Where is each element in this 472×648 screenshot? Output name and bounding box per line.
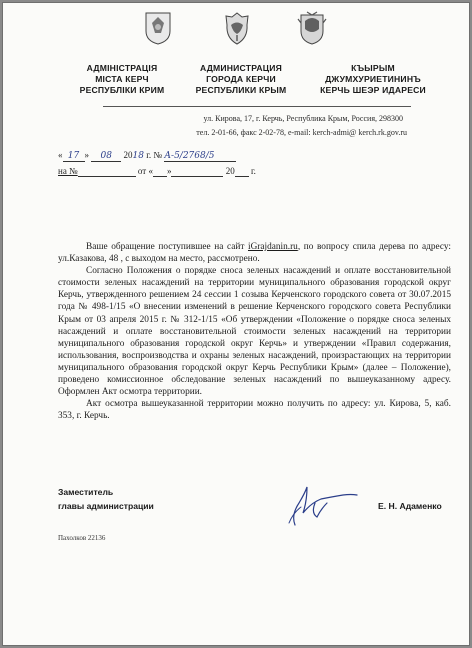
signer-title-2: главы администрации [58, 501, 154, 511]
reg-year2-prefix: 20 [225, 166, 235, 176]
letter-body [58, 241, 451, 422]
paragraph-request: Ваше обращение поступившее на сайт iGrajdanin.ru, по вопросу спила дерева по адресу: ул.Казакова, 48 , с выходом на место, рассмотрено. [58, 242, 451, 265]
reg-year2-suffix: г. [250, 166, 256, 176]
kerch-city-emblem [143, 11, 173, 45]
header-crimean-tatar [303, 63, 443, 96]
header-right-line-2: ДЖУМХУРИЕТИНИНЪ [325, 74, 421, 84]
outgoing-registration: « 17 » 08 2018 г. № А-5/2768/5 [58, 150, 236, 162]
header-left-line-1: АДМІНІСТРАЦІЯ [86, 63, 158, 73]
address-line-2: тел. 2-01-66, факс 2-02-78, e-mail: kerch-admi@ kerch.rk.gov.ru [196, 128, 407, 137]
header-center-line-2: ГОРОДА КЕРЧИ [206, 74, 276, 84]
site-link[interactable]: iGrajdanin.ru [247, 242, 298, 252]
address-line-1: ул. Кирова, 17, г. Керчь, Республика Крым, Россия, 298300 [203, 114, 403, 123]
reg-year-suffix: 18 [132, 151, 144, 161]
header-right-line-1: КЪЫРЫМ [351, 63, 395, 73]
header-left-line-2: МІСТА КЕРЧ [95, 74, 149, 84]
signer-name: Е. Н. Адаменко [378, 501, 442, 511]
signer-title-1: Заместитель [58, 487, 114, 497]
paragraph-regulation: Согласно Положения о порядке сноса зеленых насаждений и оплате восстановительной стоимости зеленых насаждений на территории муниципального образования городской округ Керчь, утвержденного решением 24 сессии 1 созыва Керченского городского совета от 30.07.2015 года № 498-1/15 «О внесении изменений в решение Керченского городского совета Республики Крым от 03 апреля 2015 г. № 312-1/15 «Об утверждении «Положение о порядке сноса зеленых насаждений и оплате восстановительной стоимости зеленых насаждений на территории муниципального образования городской округ Керчь» и утверждении «Правил содержания, использования, воспроизводства и охраны зеленых насаждений, произрастающих на территории муниципального образования городской округ Керчь Республики Крым» (далее – Положение), проведено комиссионное обследование зеленых насаждений по вышеуказанному адресу. Оформлен Акт осмотра территории. [58, 266, 451, 398]
header-center-line-3: РЕСПУБЛИКИ КРЫМ [195, 85, 287, 95]
header-left-line-3: РЕСПУБЛІКИ КРИМ [79, 85, 165, 95]
header-center-line-1: АДМИНИСТРАЦИЯ [199, 63, 283, 73]
reg-day: 17 [67, 151, 80, 161]
reg-num-label: на № [58, 166, 78, 176]
header-ukrainian [67, 63, 177, 96]
kerch-coat-of-arms [297, 11, 327, 45]
crimea-emblem [222, 11, 252, 45]
reg-year-prefix: 20 [123, 150, 133, 160]
header-right-line-3: КЕРЧЬ ШЕЭР ИДАРЕСИ [320, 85, 426, 95]
header-divider [103, 106, 411, 107]
reg-from-label: от « [137, 166, 153, 176]
reg-number: А-5/2768/5 [164, 151, 215, 161]
paragraph-act: Акт осмотра вышеуказанной территории можно получить по адресу: ул. Кирова, 5, каб. 353, г. Керчь. [58, 399, 451, 422]
header-russian [181, 63, 301, 96]
reg-month: 08 [100, 151, 112, 161]
handwritten-signature [281, 473, 361, 533]
executor-note: Пахолков 22136 [58, 534, 106, 542]
letter-page [2, 2, 470, 646]
incoming-registration: на № от « » 20 г. [58, 166, 256, 176]
